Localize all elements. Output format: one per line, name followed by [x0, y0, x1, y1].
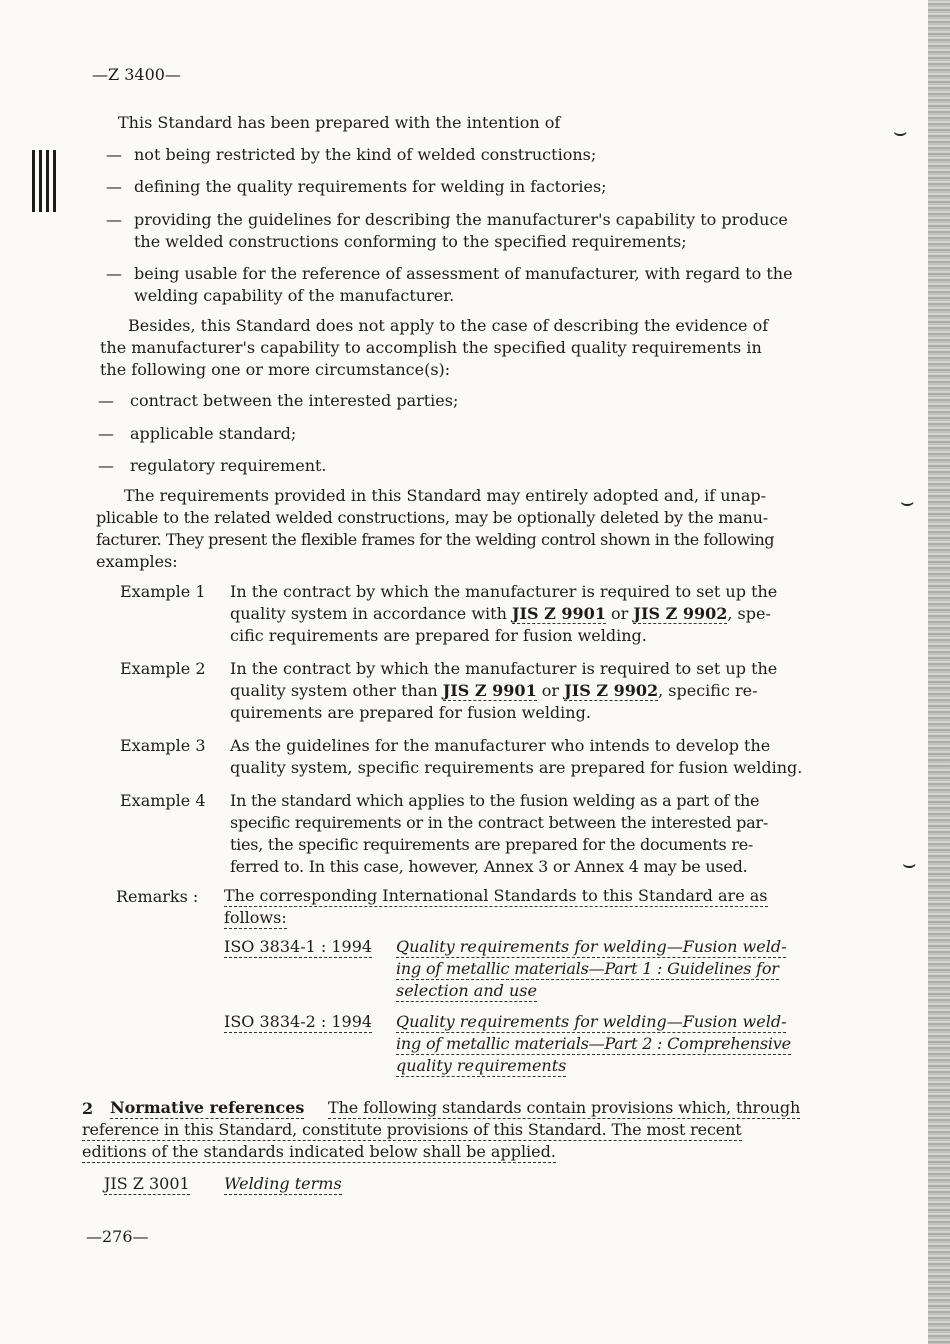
intention-item: not being restricted by the kind of welded constructions; [134, 145, 597, 164]
circumstance-item: regulatory requirement. [130, 456, 327, 475]
intro-text: This Standard has been prepared with the intention of [118, 113, 561, 132]
example-text: In the standard which applies to the fusion welding as a part of the [230, 791, 760, 810]
example-body [230, 790, 768, 878]
section-text: editions of the standards indicated below shall be applied. [82, 1142, 556, 1161]
requirements-line: plicable to the related welded constructions, may be optionally deleted by the manu- [96, 508, 768, 527]
page-header-code: —Z 3400— [92, 65, 181, 84]
jis-ref-code: JIS Z 3001 [104, 1174, 190, 1193]
example-line [230, 581, 777, 603]
example-line [230, 625, 777, 647]
standard-reference: JIS Z 9902 [564, 681, 659, 700]
iso-ref-title: Quality requirements for welding—Fusion weld- [396, 937, 787, 956]
iso-ref-title: Quality requirements for welding—Fusion weld- [396, 1012, 787, 1031]
list-dash: — [98, 391, 114, 410]
example-text: quirements are prepared for fusion welding. [230, 703, 591, 722]
besides-line: the following one or more circumstance(s): [100, 360, 451, 379]
iso-ref-title: quality requirements [396, 1056, 567, 1075]
intention-item: being usable for the reference of assessment of manufacturer, with regard to the [134, 264, 793, 283]
example-line [230, 757, 802, 779]
standard-reference: JIS Z 9901 [442, 681, 537, 700]
example-label: Example 1 [120, 582, 206, 601]
example-line [230, 834, 768, 856]
iso-ref-title: selection and use [396, 981, 537, 1000]
section-number: 2 [82, 1099, 94, 1118]
margin-check-mark: ⌣ [900, 490, 915, 515]
example-line [230, 790, 768, 812]
example-text: In the contract by which the manufacturer is required to set up the [230, 582, 778, 601]
example-text: specific requirements or in the contract between the interested par- [230, 813, 768, 832]
example-text: quality system in accordance with [230, 604, 512, 623]
iso-ref-title: ing of metallic materials—Part 2 : Comprehensive [396, 1034, 791, 1053]
requirements-line: facturer. They present the flexible frames for the welding control shown in the following [96, 530, 775, 549]
page-number: —276— [86, 1227, 149, 1246]
example-text: , specific re- [658, 681, 758, 700]
standard-reference: JIS Z 9902 [633, 604, 728, 623]
circumstance-item: contract between the interested parties; [130, 391, 459, 410]
scan-edge-shadow [928, 0, 950, 1344]
list-dash: — [106, 177, 122, 196]
section-title: Normative references [110, 1098, 305, 1117]
list-dash: — [106, 145, 122, 164]
jis-ref-title: Welding terms [224, 1174, 342, 1193]
example-text: As the guidelines for the manufacturer who intends to develop the [230, 736, 771, 755]
besides-line: the manufacturer's capability to accomplish the specified quality requirements in [100, 338, 762, 357]
circumstance-item: applicable standard; [130, 424, 297, 443]
example-label: Example 2 [120, 659, 206, 678]
example-line [230, 702, 777, 724]
example-body [230, 581, 777, 647]
example-line [230, 603, 777, 625]
example-body [230, 735, 802, 779]
iso-ref-code: ISO 3834-2 : 1994 [224, 1012, 373, 1031]
iso-ref-title: ing of metallic materials—Part 1 : Guidelines for [396, 959, 779, 978]
example-line [230, 680, 777, 702]
margin-bar-marks [32, 150, 60, 216]
remarks-label: Remarks : [116, 887, 199, 906]
list-dash: — [106, 264, 122, 283]
remarks-line: follows: [224, 908, 287, 927]
example-text: In the contract by which the manufacturer is required to set up the [230, 659, 778, 678]
example-body [230, 658, 777, 724]
example-text: ties, the specific requirements are prepared for the documents re- [230, 835, 754, 854]
margin-check-mark: ⌣ [893, 120, 908, 145]
example-text: cific requirements are prepared for fusion welding. [230, 626, 647, 645]
example-label: Example 3 [120, 736, 206, 755]
requirements-line: examples: [96, 552, 178, 571]
intention-item-cont: welding capability of the manufacturer. [134, 286, 455, 305]
besides-line: Besides, this Standard does not apply to the case of describing the evidence of [128, 316, 769, 335]
example-text: or [536, 681, 565, 700]
intention-item: providing the guidelines for describing the manufacturer's capability to produce [134, 210, 788, 229]
section-text: reference in this Standard, constitute provisions of this Standard. The most recent [82, 1120, 742, 1139]
standard-reference: JIS Z 9901 [511, 604, 606, 623]
requirements-line: The requirements provided in this Standard may entirely adopted and, if unap- [124, 486, 767, 505]
example-text: ferred to. In this case, however, Annex 3 or Annex 4 may be used. [230, 857, 748, 876]
example-line [230, 658, 777, 680]
list-dash: — [98, 424, 114, 443]
example-text: or [605, 604, 634, 623]
example-text: , spe- [727, 604, 771, 623]
list-dash: — [106, 210, 122, 229]
iso-ref-code: ISO 3834-1 : 1994 [224, 937, 373, 956]
intention-item: defining the quality requirements for welding in factories; [134, 177, 607, 196]
example-line [230, 735, 802, 757]
example-line [230, 856, 768, 878]
remarks-line: The corresponding International Standards to this Standard are as [224, 886, 768, 905]
list-dash: — [98, 456, 114, 475]
section-text: The following standards contain provisions which, through [328, 1098, 801, 1117]
example-label: Example 4 [120, 791, 206, 810]
example-text: quality system, specific requirements are prepared for fusion welding. [230, 758, 803, 777]
example-line [230, 812, 768, 834]
example-text: quality system other than [230, 681, 443, 700]
margin-check-mark: ⌣ [902, 852, 917, 877]
intention-item-cont: the welded constructions conforming to the specified requirements; [134, 232, 687, 251]
